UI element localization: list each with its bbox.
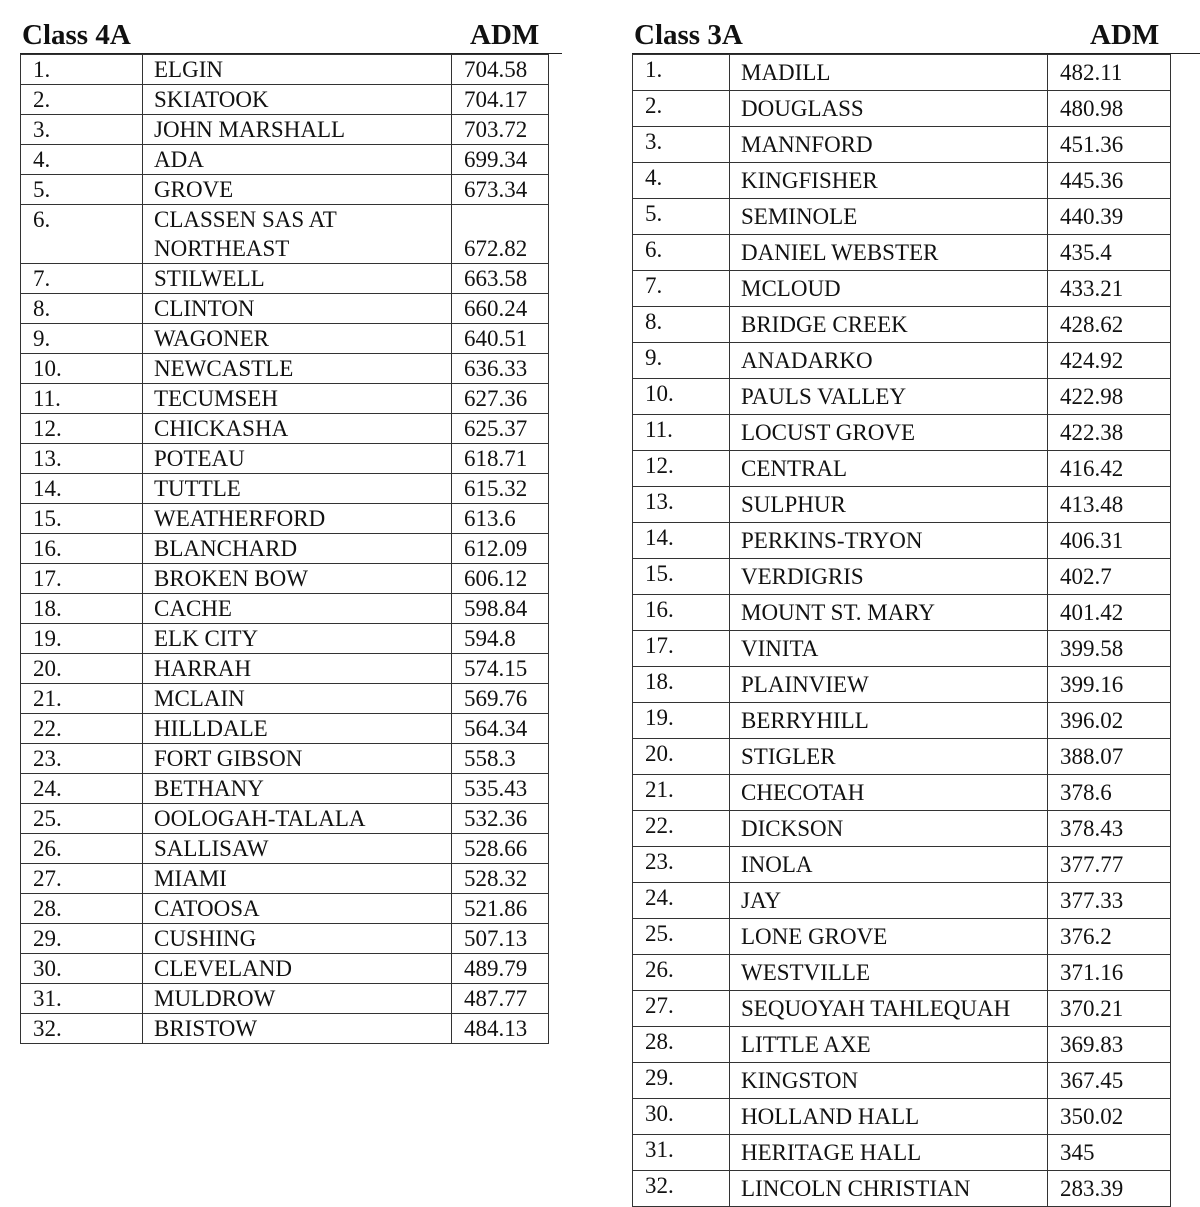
school-name-cell: TECUMSEH — [143, 384, 452, 414]
table-row — [21, 804, 549, 834]
adm-value-cell: 528.32 — [452, 864, 549, 894]
adm-value-cell: 618.71 — [452, 444, 549, 474]
table-row — [633, 955, 1171, 991]
rank-cell: 25. — [21, 804, 143, 834]
adm-value-cell: 401.42 — [1048, 595, 1171, 631]
rank-cell: 7. — [21, 264, 143, 294]
class-3a-header — [632, 15, 1200, 54]
adm-value-cell: 350.02 — [1048, 1099, 1171, 1135]
adm-value-cell: 532.36 — [452, 804, 549, 834]
adm-value-cell: 445.36 — [1048, 163, 1171, 199]
table-row — [633, 595, 1171, 631]
table-row — [633, 775, 1171, 811]
rank-cell: 6. — [633, 235, 730, 271]
class-4a-adm-header: ADM — [470, 19, 540, 51]
school-name-cell: MULDROW — [143, 984, 452, 1014]
school-name-cell: PERKINS-TRYON — [730, 523, 1048, 559]
table-row — [21, 1014, 549, 1044]
rank-cell: 1. — [633, 55, 730, 91]
adm-value-cell: 699.34 — [452, 145, 549, 175]
school-name-cell: SULPHUR — [730, 487, 1048, 523]
rank-cell: 27. — [21, 864, 143, 894]
table-row — [21, 744, 549, 774]
table-row — [633, 91, 1171, 127]
table-row — [21, 324, 549, 354]
school-name-cell: INOLA — [730, 847, 1048, 883]
rank-cell: 12. — [633, 451, 730, 487]
adm-value-cell: 424.92 — [1048, 343, 1171, 379]
rank-cell: 4. — [21, 145, 143, 175]
school-name-cell: LOCUST GROVE — [730, 415, 1048, 451]
table-row — [21, 894, 549, 924]
school-name-cell: PAULS VALLEY — [730, 379, 1048, 415]
school-name-cell — [143, 205, 452, 264]
rank-cell: 23. — [21, 744, 143, 774]
school-name-cell: MCLAIN — [143, 684, 452, 714]
rank-cell: 18. — [633, 667, 730, 703]
table-row — [21, 205, 549, 264]
adm-value-cell: 396.02 — [1048, 703, 1171, 739]
rank-cell: 27. — [633, 991, 730, 1027]
table-row — [633, 55, 1171, 91]
table-row — [633, 991, 1171, 1027]
adm-value-cell: 627.36 — [452, 384, 549, 414]
adm-value-cell: 413.48 — [1048, 487, 1171, 523]
adm-value-cell: 569.76 — [452, 684, 549, 714]
school-name-cell: SEQUOYAH TAHLEQUAH — [730, 991, 1048, 1027]
adm-value-cell: 480.98 — [1048, 91, 1171, 127]
class-4a-title: Class 4A — [22, 19, 131, 51]
adm-value-cell: 440.39 — [1048, 199, 1171, 235]
school-name-cell: ELGIN — [143, 55, 452, 85]
school-name-cell: CATOOSA — [143, 894, 452, 924]
table-row — [21, 474, 549, 504]
rank-cell: 8. — [21, 294, 143, 324]
rank-cell: 19. — [21, 624, 143, 654]
adm-value-cell: 402.7 — [1048, 559, 1171, 595]
adm-value-cell: 484.13 — [452, 1014, 549, 1044]
table-row — [633, 1027, 1171, 1063]
school-name-cell: SALLISAW — [143, 834, 452, 864]
table-row — [633, 379, 1171, 415]
school-name-cell: WAGONER — [143, 324, 452, 354]
school-name-cell: DANIEL WEBSTER — [730, 235, 1048, 271]
adm-value-cell: 283.39 — [1048, 1171, 1171, 1207]
rank-cell: 16. — [633, 595, 730, 631]
class-3a-title: Class 3A — [634, 19, 743, 51]
table-row — [21, 534, 549, 564]
rank-cell: 20. — [21, 654, 143, 684]
rank-cell: 31. — [633, 1135, 730, 1171]
school-name-cell: CACHE — [143, 594, 452, 624]
table-row — [633, 667, 1171, 703]
adm-value-cell: 640.51 — [452, 324, 549, 354]
table-row — [633, 271, 1171, 307]
table-row — [21, 774, 549, 804]
table-row — [633, 523, 1171, 559]
table-row — [21, 384, 549, 414]
adm-value-cell: 703.72 — [452, 115, 549, 145]
table-row — [633, 307, 1171, 343]
school-name-cell: CUSHING — [143, 924, 452, 954]
rank-cell: 9. — [21, 324, 143, 354]
adm-value-cell: 673.34 — [452, 175, 549, 205]
rank-cell: 21. — [21, 684, 143, 714]
school-name-cell: GROVE — [143, 175, 452, 205]
table-row — [633, 811, 1171, 847]
school-name-cell: POTEAU — [143, 444, 452, 474]
rank-cell: 1. — [21, 55, 143, 85]
table-row — [21, 984, 549, 1014]
rank-cell: 28. — [633, 1027, 730, 1063]
rank-cell: 18. — [21, 594, 143, 624]
rank-cell: 24. — [21, 774, 143, 804]
table-row — [633, 127, 1171, 163]
table-row — [633, 163, 1171, 199]
adm-value-cell: 370.21 — [1048, 991, 1171, 1027]
adm-value-cell: 672.82 — [452, 205, 549, 264]
rank-cell: 10. — [21, 354, 143, 384]
adm-value-cell: 507.13 — [452, 924, 549, 954]
table-row — [633, 343, 1171, 379]
adm-value-cell: 422.38 — [1048, 415, 1171, 451]
adm-value-cell: 377.77 — [1048, 847, 1171, 883]
rank-cell: 12. — [21, 414, 143, 444]
rank-cell: 21. — [633, 775, 730, 811]
table-row — [633, 883, 1171, 919]
rank-cell: 16. — [21, 534, 143, 564]
adm-value-cell: 704.58 — [452, 55, 549, 85]
school-name-cell: HILLDALE — [143, 714, 452, 744]
rank-cell: 8. — [633, 307, 730, 343]
school-name-cell: VINITA — [730, 631, 1048, 667]
table-row — [21, 175, 549, 205]
adm-value-cell: 594.8 — [452, 624, 549, 654]
table-row — [21, 654, 549, 684]
adm-value-cell: 606.12 — [452, 564, 549, 594]
rank-cell: 4. — [633, 163, 730, 199]
school-name-cell: HOLLAND HALL — [730, 1099, 1048, 1135]
rank-cell: 29. — [633, 1063, 730, 1099]
school-name-cell: BERRYHILL — [730, 703, 1048, 739]
school-name-cell: BETHANY — [143, 774, 452, 804]
adm-value-cell: 489.79 — [452, 954, 549, 984]
school-name-cell: JOHN MARSHALL — [143, 115, 452, 145]
adm-value-cell: 345 — [1048, 1135, 1171, 1171]
rank-cell: 28. — [21, 894, 143, 924]
rank-cell: 30. — [633, 1099, 730, 1135]
adm-value-cell: 376.2 — [1048, 919, 1171, 955]
school-name-cell: MADILL — [730, 55, 1048, 91]
table-row — [21, 145, 549, 175]
school-name-cell: WEATHERFORD — [143, 504, 452, 534]
school-name-cell: BROKEN BOW — [143, 564, 452, 594]
school-name-cell: TUTTLE — [143, 474, 452, 504]
school-name-cell: STILWELL — [143, 264, 452, 294]
school-name-cell: BLANCHARD — [143, 534, 452, 564]
table-row — [21, 924, 549, 954]
rank-cell: 10. — [633, 379, 730, 415]
table-row — [633, 847, 1171, 883]
adm-value-cell: 613.6 — [452, 504, 549, 534]
table-row — [21, 414, 549, 444]
school-name-cell: CENTRAL — [730, 451, 1048, 487]
rank-cell: 6. — [21, 205, 143, 264]
adm-value-cell: 378.43 — [1048, 811, 1171, 847]
school-name-cell: SEMINOLE — [730, 199, 1048, 235]
rank-cell: 31. — [21, 984, 143, 1014]
table-row — [633, 739, 1171, 775]
table-row — [21, 354, 549, 384]
adm-value-cell: 615.32 — [452, 474, 549, 504]
adm-value-cell: 663.58 — [452, 264, 549, 294]
adm-value-cell: 369.83 — [1048, 1027, 1171, 1063]
adm-value-cell: 636.33 — [452, 354, 549, 384]
table-row — [633, 631, 1171, 667]
table-row — [21, 85, 549, 115]
school-name-cell: LONE GROVE — [730, 919, 1048, 955]
rank-cell: 26. — [633, 955, 730, 991]
rank-cell: 7. — [633, 271, 730, 307]
school-name-cell: JAY — [730, 883, 1048, 919]
table-row — [21, 684, 549, 714]
rank-cell: 26. — [21, 834, 143, 864]
adm-value-cell: 521.86 — [452, 894, 549, 924]
rank-cell: 20. — [633, 739, 730, 775]
rank-cell: 3. — [633, 127, 730, 163]
school-name-cell: CLEVELAND — [143, 954, 452, 984]
table-row — [633, 919, 1171, 955]
table-row — [633, 451, 1171, 487]
table-row — [21, 714, 549, 744]
school-name-cell: PLAINVIEW — [730, 667, 1048, 703]
school-name-cell: LITTLE AXE — [730, 1027, 1048, 1063]
table-row — [21, 954, 549, 984]
table-row — [633, 703, 1171, 739]
adm-value-cell: 416.42 — [1048, 451, 1171, 487]
table-row — [21, 504, 549, 534]
rank-cell: 17. — [21, 564, 143, 594]
table-row — [21, 264, 549, 294]
class-4a-table — [20, 54, 549, 1044]
school-name-cell: STIGLER — [730, 739, 1048, 775]
rank-cell: 30. — [21, 954, 143, 984]
adm-value-cell: 535.43 — [452, 774, 549, 804]
school-name-cell: BRISTOW — [143, 1014, 452, 1044]
class-3a-adm-header: ADM — [1090, 19, 1160, 51]
rank-cell: 32. — [21, 1014, 143, 1044]
school-name-line: NORTHEAST — [154, 236, 290, 261]
table-row — [633, 1135, 1171, 1171]
rank-cell: 22. — [21, 714, 143, 744]
table-row — [633, 415, 1171, 451]
adm-value-cell: 367.45 — [1048, 1063, 1171, 1099]
school-name-cell: CLINTON — [143, 294, 452, 324]
adm-value-cell: 399.16 — [1048, 667, 1171, 703]
school-name-line: CLASSEN SAS AT — [154, 207, 337, 232]
school-name-cell: MCLOUD — [730, 271, 1048, 307]
rank-cell: 15. — [633, 559, 730, 595]
adm-value-cell: 422.98 — [1048, 379, 1171, 415]
table-row — [633, 1063, 1171, 1099]
table-row — [633, 487, 1171, 523]
table-row — [633, 1099, 1171, 1135]
rank-cell: 14. — [21, 474, 143, 504]
school-name-cell: ANADARKO — [730, 343, 1048, 379]
adm-value-cell: 558.3 — [452, 744, 549, 774]
school-name-cell: LINCOLN CHRISTIAN — [730, 1171, 1048, 1207]
school-name-cell: NEWCASTLE — [143, 354, 452, 384]
school-name-cell: CHECOTAH — [730, 775, 1048, 811]
adm-value-cell: 378.6 — [1048, 775, 1171, 811]
rank-cell: 25. — [633, 919, 730, 955]
table-row — [21, 55, 549, 85]
table-row — [21, 834, 549, 864]
table-row — [633, 235, 1171, 271]
rank-cell: 9. — [633, 343, 730, 379]
class-4a-header — [20, 15, 562, 54]
school-name-cell: FORT GIBSON — [143, 744, 452, 774]
adm-value-cell: 433.21 — [1048, 271, 1171, 307]
school-name-cell: ADA — [143, 145, 452, 175]
rank-cell: 24. — [633, 883, 730, 919]
school-name-cell: DICKSON — [730, 811, 1048, 847]
adm-value-cell: 377.33 — [1048, 883, 1171, 919]
rank-cell: 32. — [633, 1171, 730, 1207]
table-row — [21, 564, 549, 594]
school-name-cell: HERITAGE HALL — [730, 1135, 1048, 1171]
adm-value-cell: 428.62 — [1048, 307, 1171, 343]
adm-value-cell: 528.66 — [452, 834, 549, 864]
adm-value-cell: 612.09 — [452, 534, 549, 564]
school-name-cell: OOLOGAH-TALALA — [143, 804, 452, 834]
adm-value-cell: 704.17 — [452, 85, 549, 115]
rank-cell: 22. — [633, 811, 730, 847]
rank-cell: 5. — [633, 199, 730, 235]
school-name-cell: SKIATOOK — [143, 85, 452, 115]
rank-cell: 13. — [633, 487, 730, 523]
rank-cell: 19. — [633, 703, 730, 739]
adm-value-cell: 574.15 — [452, 654, 549, 684]
rank-cell: 3. — [21, 115, 143, 145]
table-row — [21, 594, 549, 624]
adm-value-cell: 660.24 — [452, 294, 549, 324]
rank-cell: 17. — [633, 631, 730, 667]
adm-value-cell: 406.31 — [1048, 523, 1171, 559]
adm-value-cell: 625.37 — [452, 414, 549, 444]
school-name-cell: MIAMI — [143, 864, 452, 894]
adm-value-cell: 598.84 — [452, 594, 549, 624]
school-name-cell: WESTVILLE — [730, 955, 1048, 991]
class-3a-table — [632, 54, 1171, 1207]
class-4a-section — [20, 15, 562, 1044]
school-name-cell: MOUNT ST. MARY — [730, 595, 1048, 631]
table-row — [21, 294, 549, 324]
table-row — [633, 1171, 1171, 1207]
school-name-cell: MANNFORD — [730, 127, 1048, 163]
adm-value-cell: 388.07 — [1048, 739, 1171, 775]
school-name-cell: CHICKASHA — [143, 414, 452, 444]
rank-cell: 11. — [21, 384, 143, 414]
school-name-cell: HARRAH — [143, 654, 452, 684]
adm-value-cell: 564.34 — [452, 714, 549, 744]
table-row — [21, 624, 549, 654]
rank-cell: 2. — [633, 91, 730, 127]
table-row — [633, 199, 1171, 235]
table-row — [21, 444, 549, 474]
rank-cell: 11. — [633, 415, 730, 451]
school-name-cell: VERDIGRIS — [730, 559, 1048, 595]
school-name-cell: ELK CITY — [143, 624, 452, 654]
class-3a-section — [632, 15, 1200, 1207]
rank-cell: 23. — [633, 847, 730, 883]
rank-cell: 5. — [21, 175, 143, 205]
adm-value-cell: 482.11 — [1048, 55, 1171, 91]
school-name-cell: KINGFISHER — [730, 163, 1048, 199]
table-row — [21, 115, 549, 145]
adm-value-cell: 399.58 — [1048, 631, 1171, 667]
rank-cell: 13. — [21, 444, 143, 474]
rank-cell: 2. — [21, 85, 143, 115]
table-row — [633, 559, 1171, 595]
adm-value-cell: 371.16 — [1048, 955, 1171, 991]
rank-cell: 29. — [21, 924, 143, 954]
adm-value-cell: 435.4 — [1048, 235, 1171, 271]
adm-value-cell: 451.36 — [1048, 127, 1171, 163]
rank-cell: 15. — [21, 504, 143, 534]
school-name-cell: DOUGLASS — [730, 91, 1048, 127]
rank-cell: 14. — [633, 523, 730, 559]
table-row — [21, 864, 549, 894]
adm-value-cell: 487.77 — [452, 984, 549, 1014]
school-name-cell: KINGSTON — [730, 1063, 1048, 1099]
school-name-cell: BRIDGE CREEK — [730, 307, 1048, 343]
